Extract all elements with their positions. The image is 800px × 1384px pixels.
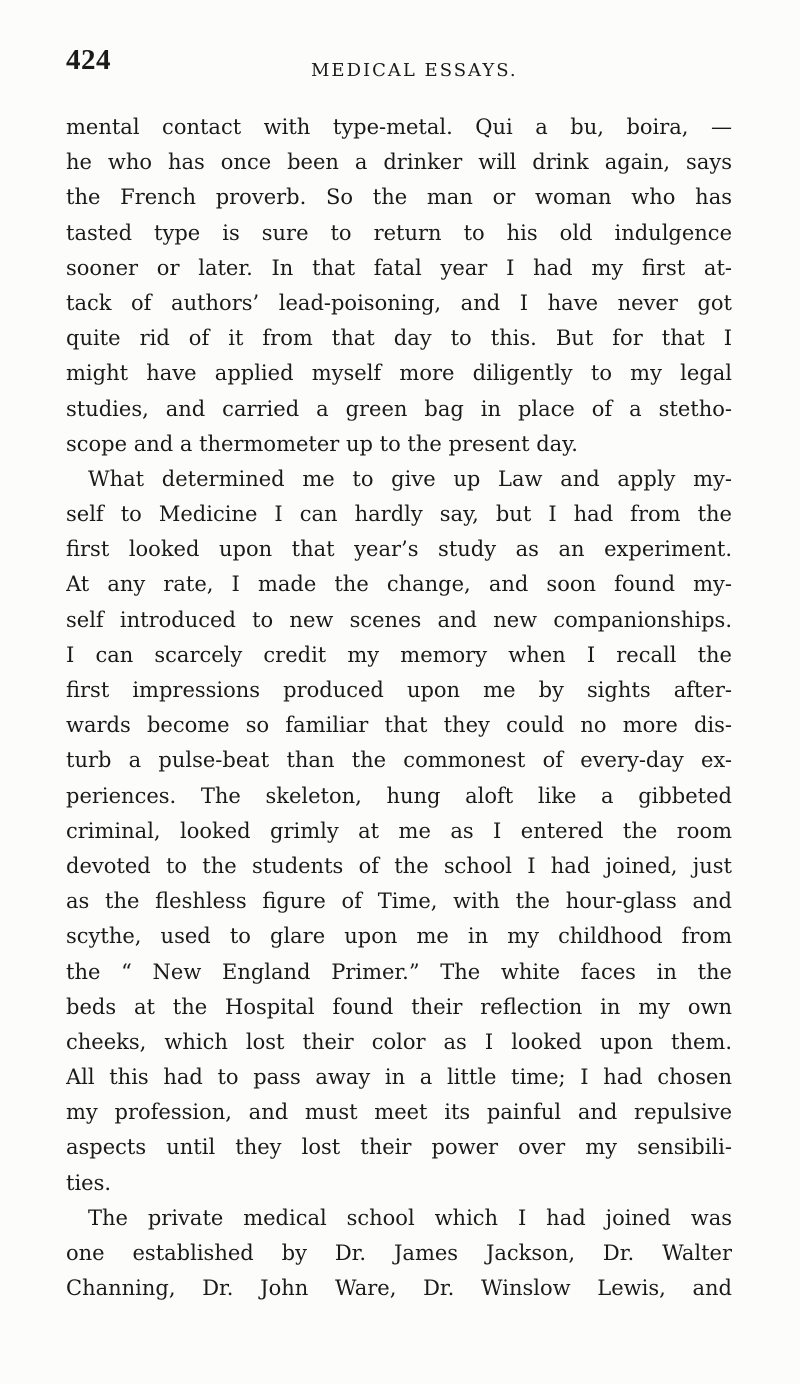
text-line: might have applied myself more diligently to my legal [66, 361, 732, 386]
text-line: aspects until they lost their power over my sensibili- [66, 1135, 732, 1160]
text-line: first looked upon that year’s study as an experiment. [66, 537, 732, 562]
text-line: beds at the Hospital found their reflection in my own [66, 994, 732, 1019]
text-line: scope and a thermometer up to the present day. [66, 431, 578, 456]
text-line: All this had to pass away in a little time; I had chosen [66, 1065, 732, 1090]
text-line: What determined me to give up Law and apply my- [88, 466, 732, 491]
text-line: quite rid of it from that day to this. But for that I [66, 326, 732, 351]
text-line: cheeks, which lost their color as I looked upon them. [66, 1029, 732, 1054]
text-line: tasted type is sure to return to his old indulgence [66, 220, 732, 245]
text-line: devoted to the students of the school I had joined, just [66, 853, 732, 878]
text-line: self to Medicine I can hardly say, but I had from the [66, 502, 732, 527]
text-line: tack of authors’ lead-poisoning, and I have never got [66, 290, 732, 315]
text-line: The private medical school which I had joined was [88, 1205, 732, 1230]
text-line: sooner or later. In that fatal year I had my first at- [66, 255, 732, 280]
text-line: the French proverb. So the man or woman who has [66, 185, 732, 210]
text-line: At any rate, I made the change, and soon found my- [66, 572, 732, 597]
text-line: my profession, and must meet its painful and repulsive [66, 1100, 732, 1125]
text-line: studies, and carried a green bag in place of a stetho- [66, 396, 732, 421]
text-line: turb a pulse-beat than the commonest of every-day ex- [66, 748, 732, 773]
running-head: MEDICAL ESSAYS. [311, 60, 518, 81]
body-text [66, 110, 732, 1306]
page-header [66, 44, 726, 84]
text-line: periences. The skeleton, hung aloft like a gibbeted [66, 783, 732, 808]
text-line: wards become so familiar that they could no more dis- [66, 713, 732, 738]
text-line: the “ New England Primer.” The white faces in the [66, 959, 732, 984]
text-line: Channing, Dr. John Ware, Dr. Winslow Lewis, and [66, 1276, 732, 1301]
text-line: mental contact with type-metal. Qui a bu, boira, — [66, 115, 732, 139]
text-line: ties. [66, 1170, 112, 1195]
text-line: scythe, used to glare upon me in my childhood from [66, 924, 732, 949]
text-line: one established by Dr. James Jackson, Dr. Walter [66, 1241, 732, 1265]
text-line: self introduced to new scenes and new companionships. [66, 607, 732, 632]
text-line: criminal, looked grimly at me as I entered the room [66, 818, 732, 843]
text-line: as the fleshless figure of Time, with the hour-glass and [66, 889, 732, 914]
text-line: I can scarcely credit my memory when I recall the [66, 642, 732, 667]
text-line: first impressions produced upon me by sights after- [66, 678, 732, 702]
text-line: he who has once been a drinker will drink again, says [66, 150, 732, 175]
page-number: 424 [66, 44, 111, 76]
